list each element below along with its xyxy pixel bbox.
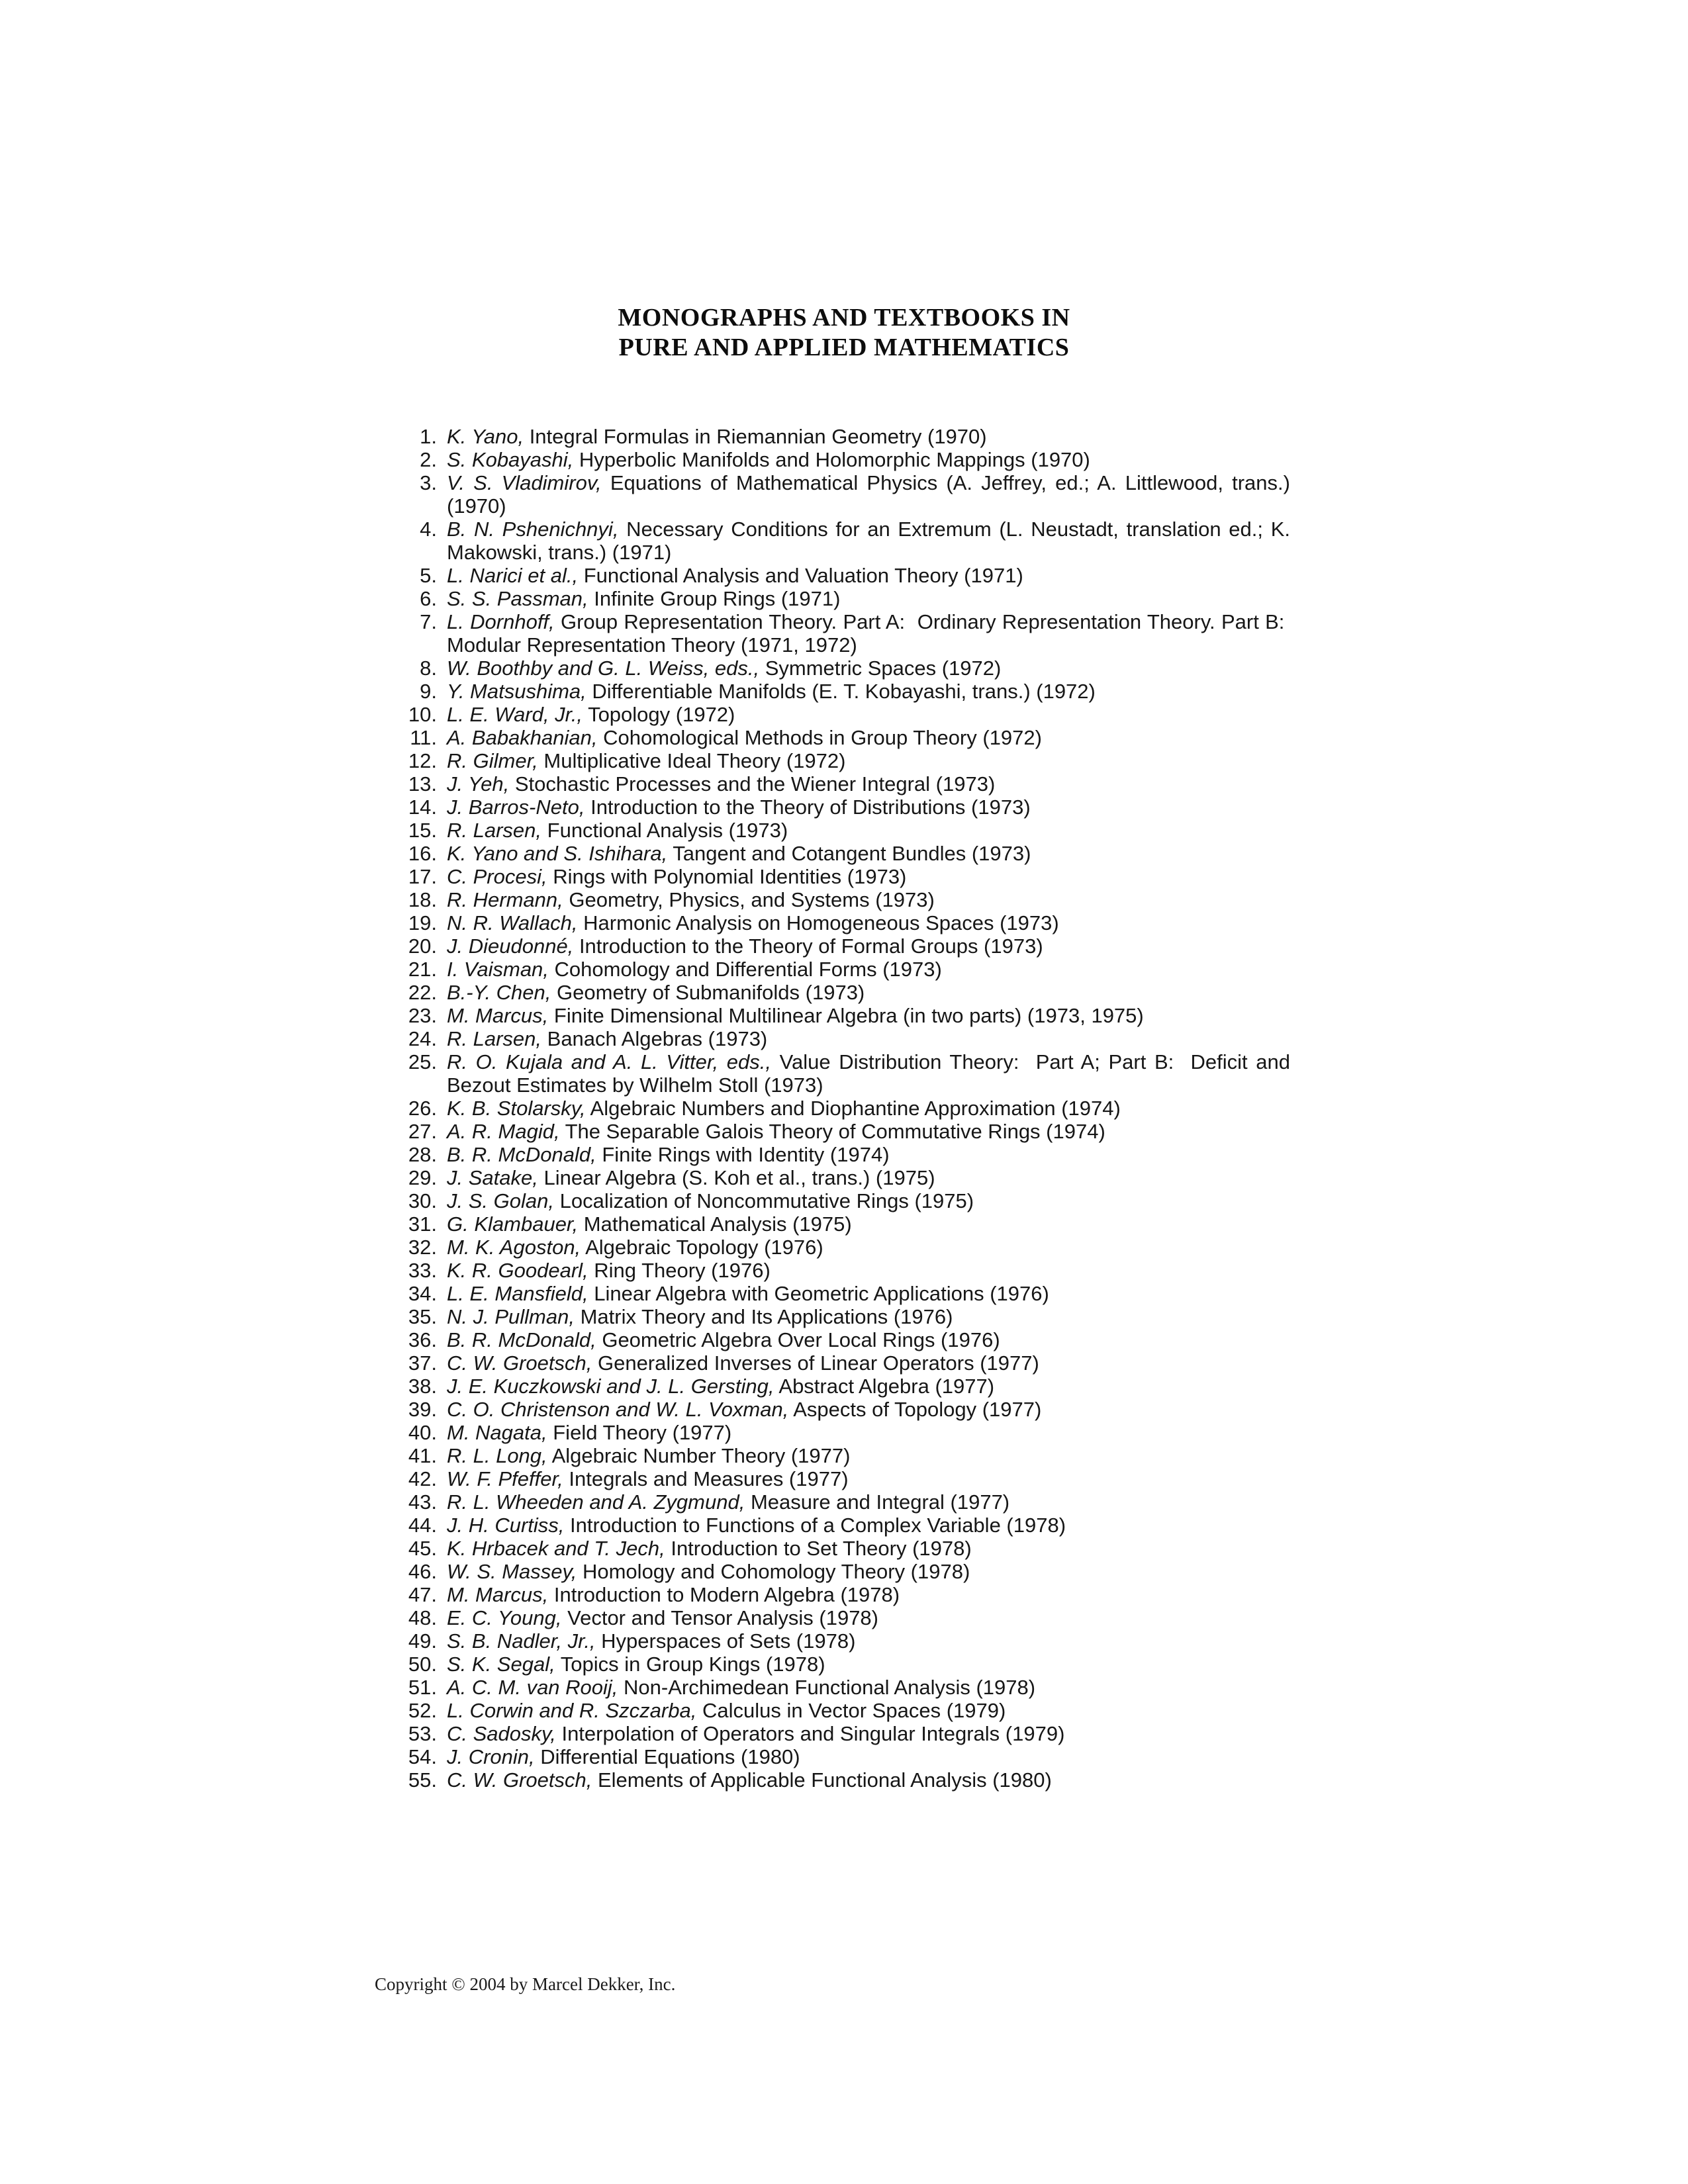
list-item bbox=[400, 471, 1290, 518]
item-entry bbox=[447, 1768, 1290, 1792]
item-title: Vector and Tensor Analysis (1978) bbox=[567, 1606, 878, 1629]
item-entry bbox=[447, 1583, 1290, 1606]
list-item bbox=[400, 1745, 1290, 1768]
item-author: J. H. Curtiss, bbox=[447, 1514, 565, 1537]
item-number: 21. bbox=[408, 958, 437, 981]
item-title: Linear Algebra (S. Koh et al., trans.) (1975) bbox=[543, 1166, 935, 1189]
item-entry bbox=[447, 1050, 1290, 1097]
item-entry bbox=[447, 1467, 1290, 1490]
list-item bbox=[400, 610, 1290, 657]
list-item bbox=[400, 448, 1290, 471]
item-title: Symmetric Spaces (1972) bbox=[765, 657, 1002, 680]
item-author: J. Cronin, bbox=[447, 1745, 535, 1768]
item-title: Interpolation of Operators and Singular Integrals (1979) bbox=[561, 1722, 1065, 1745]
item-entry bbox=[447, 1375, 1290, 1398]
item-entry bbox=[447, 1120, 1290, 1143]
item-entry bbox=[447, 1351, 1290, 1375]
item-entry bbox=[447, 1305, 1290, 1328]
list-item bbox=[400, 726, 1290, 749]
item-number: 17. bbox=[408, 865, 437, 888]
item-author: B.-Y. Chen, bbox=[447, 981, 551, 1004]
item-title: Topology (1972) bbox=[588, 703, 735, 726]
list-item bbox=[400, 1606, 1290, 1629]
item-number: 25. bbox=[408, 1050, 437, 1073]
item-number: 4. bbox=[420, 518, 437, 541]
item-author: M. Nagata, bbox=[447, 1421, 547, 1444]
list-item bbox=[400, 749, 1290, 772]
item-number: 37. bbox=[408, 1351, 437, 1375]
item-number: 11. bbox=[410, 726, 437, 749]
list-item bbox=[400, 1120, 1290, 1143]
item-author: J. S. Golan, bbox=[447, 1189, 554, 1212]
list-item bbox=[400, 1421, 1290, 1444]
item-number: 49. bbox=[408, 1629, 437, 1653]
item-number: 52. bbox=[408, 1699, 437, 1722]
item-number: 2. bbox=[420, 448, 437, 471]
list-item bbox=[400, 657, 1290, 680]
item-number: 5. bbox=[420, 564, 437, 587]
item-entry bbox=[447, 1676, 1290, 1699]
list-item bbox=[400, 1282, 1290, 1305]
list-item bbox=[400, 1189, 1290, 1212]
list-item bbox=[400, 1676, 1290, 1699]
list-item bbox=[400, 1653, 1290, 1676]
item-author: S. B. Nadler, Jr., bbox=[447, 1629, 596, 1653]
item-entry bbox=[447, 749, 1290, 772]
item-entry bbox=[447, 1027, 1290, 1050]
item-author: W. S. Massey, bbox=[447, 1560, 577, 1583]
list-item bbox=[400, 564, 1290, 587]
item-entry bbox=[447, 1282, 1290, 1305]
item-author: R. Gilmer, bbox=[447, 749, 538, 772]
list-item bbox=[400, 1143, 1290, 1166]
item-number: 14. bbox=[408, 796, 437, 819]
item-title: Functional Analysis and Valuation Theory (1971) bbox=[583, 564, 1023, 587]
item-title: Finite Rings with Identity (1974) bbox=[602, 1143, 890, 1166]
item-author: A. R. Magid, bbox=[447, 1120, 560, 1143]
item-author: W. Boothby and G. L. Weiss, eds., bbox=[447, 657, 760, 680]
item-author: C. W. Groetsch, bbox=[447, 1768, 592, 1792]
item-entry bbox=[447, 981, 1290, 1004]
item-author: C. Sadosky, bbox=[447, 1722, 556, 1745]
item-author: A. Babakhanian, bbox=[447, 726, 598, 749]
item-number: 29. bbox=[408, 1166, 437, 1189]
item-entry bbox=[447, 1537, 1290, 1560]
item-number: 9. bbox=[420, 680, 437, 703]
list-item bbox=[400, 819, 1290, 842]
item-number: 50. bbox=[408, 1653, 437, 1676]
item-title: The Separable Galois Theory of Commutative Rings (1974) bbox=[565, 1120, 1105, 1143]
item-title: Multiplicative Ideal Theory (1972) bbox=[543, 749, 846, 772]
list-item bbox=[400, 1212, 1290, 1236]
item-entry bbox=[447, 1514, 1290, 1537]
item-entry bbox=[447, 610, 1290, 657]
item-author: L. Narici et al., bbox=[447, 564, 579, 587]
item-number: 39. bbox=[408, 1398, 437, 1421]
item-entry bbox=[447, 1328, 1290, 1351]
item-title: Cohomological Methods in Group Theory (1972) bbox=[603, 726, 1042, 749]
item-author: L. E. Ward, Jr., bbox=[447, 703, 583, 726]
list-item bbox=[400, 587, 1290, 610]
list-item bbox=[400, 888, 1290, 911]
item-entry bbox=[447, 865, 1290, 888]
series-title-line2: PURE AND APPLIED MATHEMATICS bbox=[618, 334, 1070, 361]
series-title bbox=[0, 303, 1688, 363]
item-number: 12. bbox=[408, 749, 437, 772]
list-item bbox=[400, 934, 1290, 958]
item-entry bbox=[447, 564, 1290, 587]
item-number: 46. bbox=[408, 1560, 437, 1583]
item-number: 33. bbox=[408, 1259, 437, 1282]
item-author: J. Dieudonné, bbox=[447, 934, 574, 958]
item-title: Stochastic Processes and the Wiener Integral (1973) bbox=[514, 772, 996, 796]
item-title: Finite Dimensional Multilinear Algebra (in two parts) (1973, 1975) bbox=[553, 1004, 1144, 1027]
item-number: 26. bbox=[408, 1097, 437, 1120]
list-item bbox=[400, 1236, 1290, 1259]
item-title: Infinite Group Rings (1971) bbox=[594, 587, 841, 610]
book-list bbox=[400, 425, 1290, 1792]
item-title: Localization of Noncommutative Rings (1975) bbox=[559, 1189, 974, 1212]
list-item bbox=[400, 1514, 1290, 1537]
list-item bbox=[400, 796, 1290, 819]
item-entry bbox=[447, 518, 1290, 564]
item-title: Homology and Cohomology Theory (1978) bbox=[582, 1560, 970, 1583]
list-item bbox=[400, 1050, 1290, 1097]
item-entry bbox=[447, 1004, 1290, 1027]
item-author: M. Marcus, bbox=[447, 1004, 549, 1027]
item-number: 55. bbox=[408, 1768, 437, 1792]
item-title: Hyperspaces of Sets (1978) bbox=[601, 1629, 856, 1653]
item-title: Necessary Conditions for an Extremum (L. Neustadt, translation ed.; K. Makowski, trans.) (1971) bbox=[447, 518, 1290, 564]
item-number: 54. bbox=[408, 1745, 437, 1768]
item-author: K. R. Goodearl, bbox=[447, 1259, 588, 1282]
item-number: 3. bbox=[420, 471, 437, 494]
item-number: 35. bbox=[408, 1305, 437, 1328]
item-author: R. L. Wheeden and A. Zygmund, bbox=[447, 1490, 745, 1514]
list-item bbox=[400, 1560, 1290, 1583]
item-author: L. Corwin and R. Szczarba, bbox=[447, 1699, 697, 1722]
item-entry bbox=[447, 587, 1290, 610]
item-number: 6. bbox=[420, 587, 437, 610]
item-title: Differential Equations (1980) bbox=[540, 1745, 800, 1768]
item-author: W. F. Pfeffer, bbox=[447, 1467, 563, 1490]
item-author: J. Satake, bbox=[447, 1166, 538, 1189]
item-number: 53. bbox=[408, 1722, 437, 1745]
item-entry bbox=[447, 1653, 1290, 1676]
list-item bbox=[400, 1583, 1290, 1606]
item-entry bbox=[447, 1699, 1290, 1722]
item-author: M. Marcus, bbox=[447, 1583, 549, 1606]
item-title: Calculus in Vector Spaces (1979) bbox=[702, 1699, 1006, 1722]
item-number: 42. bbox=[408, 1467, 437, 1490]
list-item bbox=[400, 958, 1290, 981]
list-item bbox=[400, 1097, 1290, 1120]
item-entry bbox=[447, 888, 1290, 911]
item-title: Differentiable Manifolds (E. T. Kobayashi, trans.) (1972) bbox=[592, 680, 1096, 703]
item-title: Introduction to Functions of a Complex Variable (1978) bbox=[570, 1514, 1066, 1537]
item-title: Geometry, Physics, and Systems (1973) bbox=[569, 888, 935, 911]
item-entry bbox=[447, 680, 1290, 703]
item-number: 36. bbox=[408, 1328, 437, 1351]
item-entry bbox=[447, 796, 1290, 819]
item-author: A. C. M. van Rooij, bbox=[447, 1676, 618, 1699]
list-item bbox=[400, 981, 1290, 1004]
item-author: K. Yano and S. Ishihara, bbox=[447, 842, 668, 865]
item-number: 8. bbox=[420, 657, 437, 680]
item-number: 18. bbox=[408, 888, 437, 911]
item-number: 10. bbox=[408, 703, 437, 726]
item-entry bbox=[447, 1212, 1290, 1236]
item-title: Topics in Group Kings (1978) bbox=[560, 1653, 825, 1676]
item-title: Introduction to the Theory of Formal Groups (1973) bbox=[579, 934, 1043, 958]
item-number: 22. bbox=[408, 981, 437, 1004]
list-item bbox=[400, 1305, 1290, 1328]
item-author: B. N. Pshenichnyi, bbox=[447, 518, 619, 541]
list-item bbox=[400, 1166, 1290, 1189]
item-title: Geometric Algebra Over Local Rings (1976) bbox=[602, 1328, 1000, 1351]
item-author: R. O. Kujala and A. L. Vitter, eds., bbox=[447, 1050, 771, 1073]
item-title: Matrix Theory and Its Applications (1976) bbox=[580, 1305, 953, 1328]
item-number: 31. bbox=[408, 1212, 437, 1236]
item-number: 15. bbox=[408, 819, 437, 842]
item-author: N. R. Wallach, bbox=[447, 911, 578, 934]
item-title: Group Representation Theory. Part A: Ordinary Representation Theory. Part B: Modular Representation Theory (1971, 1972) bbox=[447, 610, 1290, 657]
item-number: 20. bbox=[408, 934, 437, 958]
list-item bbox=[400, 680, 1290, 703]
item-author: I. Vaisman, bbox=[447, 958, 549, 981]
item-number: 41. bbox=[408, 1444, 437, 1467]
item-entry bbox=[447, 1189, 1290, 1212]
item-entry bbox=[447, 1398, 1290, 1421]
item-title: Introduction to Modern Algebra (1978) bbox=[553, 1583, 900, 1606]
item-author: N. J. Pullman, bbox=[447, 1305, 575, 1328]
item-title: Introduction to the Theory of Distributions (1973) bbox=[590, 796, 1031, 819]
item-number: 43. bbox=[408, 1490, 437, 1514]
list-item bbox=[400, 1351, 1290, 1375]
item-author: R. L. Long, bbox=[447, 1444, 547, 1467]
item-number: 7. bbox=[420, 610, 437, 633]
list-item bbox=[400, 1629, 1290, 1653]
item-author: M. K. Agoston, bbox=[447, 1236, 581, 1259]
item-author: V. S. Vladimirov, bbox=[447, 471, 602, 494]
item-author: B. R. McDonald, bbox=[447, 1143, 596, 1166]
item-entry bbox=[447, 958, 1290, 981]
item-author: R. Larsen, bbox=[447, 819, 542, 842]
item-title: Generalized Inverses of Linear Operators (1977) bbox=[597, 1351, 1039, 1375]
item-title: Ring Theory (1976) bbox=[594, 1259, 771, 1282]
item-author: S. K. Segal, bbox=[447, 1653, 555, 1676]
item-number: 28. bbox=[408, 1143, 437, 1166]
item-author: K. Hrbacek and T. Jech, bbox=[447, 1537, 665, 1560]
item-title: Algebraic Number Theory (1977) bbox=[551, 1444, 851, 1467]
list-item bbox=[400, 1375, 1290, 1398]
item-number: 40. bbox=[408, 1421, 437, 1444]
item-author: L. Dornhoff, bbox=[447, 610, 555, 633]
list-item bbox=[400, 1722, 1290, 1745]
item-number: 13. bbox=[408, 772, 437, 796]
item-author: J. Barros-Neto, bbox=[447, 796, 585, 819]
list-item bbox=[400, 865, 1290, 888]
item-number: 27. bbox=[408, 1120, 437, 1143]
item-number: 24. bbox=[408, 1027, 437, 1050]
item-title: Algebraic Numbers and Diophantine Approximation (1974) bbox=[590, 1097, 1121, 1120]
item-author: E. C. Young, bbox=[447, 1606, 562, 1629]
list-item bbox=[400, 1699, 1290, 1722]
item-entry bbox=[447, 1259, 1290, 1282]
item-title: Measure and Integral (1977) bbox=[750, 1490, 1010, 1514]
item-entry bbox=[447, 1143, 1290, 1166]
item-entry bbox=[447, 1606, 1290, 1629]
item-author: K. B. Stolarsky, bbox=[447, 1097, 586, 1120]
item-number: 48. bbox=[408, 1606, 437, 1629]
series-title-line1: MONOGRAPHS AND TEXTBOOKS IN bbox=[618, 304, 1070, 332]
item-title: Integral Formulas in Riemannian Geometry (1970) bbox=[529, 425, 987, 448]
item-title: Banach Algebras (1973) bbox=[547, 1027, 768, 1050]
item-entry bbox=[447, 934, 1290, 958]
item-entry bbox=[447, 1421, 1290, 1444]
item-author: J. Yeh, bbox=[447, 772, 510, 796]
item-title: Geometry of Submanifolds (1973) bbox=[557, 981, 865, 1004]
item-author: S. S. Passman, bbox=[447, 587, 588, 610]
item-author: L. E. Mansfield, bbox=[447, 1282, 588, 1305]
item-title: Integrals and Measures (1977) bbox=[569, 1467, 849, 1490]
item-author: R. Hermann, bbox=[447, 888, 563, 911]
item-title: Algebraic Topology (1976) bbox=[585, 1236, 823, 1259]
item-title: Equations of Mathematical Physics (A. Jeffrey, ed.; A. Littlewood, trans.) (1970) bbox=[447, 471, 1290, 518]
item-title: Elements of Applicable Functional Analysis (1980) bbox=[597, 1768, 1052, 1792]
item-author: J. E. Kuczkowski and J. L. Gersting, bbox=[447, 1375, 774, 1398]
item-number: 16. bbox=[408, 842, 437, 865]
item-entry bbox=[447, 1722, 1290, 1745]
item-entry bbox=[447, 1490, 1290, 1514]
list-item bbox=[400, 518, 1290, 564]
list-item bbox=[400, 1027, 1290, 1050]
item-number: 47. bbox=[408, 1583, 437, 1606]
item-number: 38. bbox=[408, 1375, 437, 1398]
item-number: 44. bbox=[408, 1514, 437, 1537]
item-author: K. Yano, bbox=[447, 425, 524, 448]
item-entry bbox=[447, 819, 1290, 842]
list-item bbox=[400, 1467, 1290, 1490]
item-entry bbox=[447, 726, 1290, 749]
item-number: 34. bbox=[408, 1282, 437, 1305]
item-entry bbox=[447, 1560, 1290, 1583]
item-number: 51. bbox=[408, 1676, 437, 1699]
item-title: Tangent and Cotangent Bundles (1973) bbox=[673, 842, 1031, 865]
item-author: C. O. Christenson and W. L. Voxman, bbox=[447, 1398, 789, 1421]
item-title: Rings with Polynomial Identities (1973) bbox=[553, 865, 907, 888]
list-item bbox=[400, 1004, 1290, 1027]
list-item bbox=[400, 1259, 1290, 1282]
item-title: Harmonic Analysis on Homogeneous Spaces (1973) bbox=[583, 911, 1059, 934]
item-title: Aspects of Topology (1977) bbox=[793, 1398, 1042, 1421]
list-item bbox=[400, 1444, 1290, 1467]
item-title: Field Theory (1977) bbox=[553, 1421, 732, 1444]
list-item bbox=[400, 911, 1290, 934]
item-entry bbox=[447, 842, 1290, 865]
item-author: B. R. McDonald, bbox=[447, 1328, 596, 1351]
item-entry bbox=[447, 1097, 1290, 1120]
item-entry bbox=[447, 471, 1290, 518]
item-author: C. W. Groetsch, bbox=[447, 1351, 592, 1375]
item-number: 30. bbox=[408, 1189, 437, 1212]
item-number: 23. bbox=[408, 1004, 437, 1027]
item-title: Non-Archimedean Functional Analysis (1978) bbox=[624, 1676, 1036, 1699]
list-item bbox=[400, 703, 1290, 726]
item-entry bbox=[447, 1444, 1290, 1467]
item-title: Linear Algebra with Geometric Applications (1976) bbox=[594, 1282, 1049, 1305]
item-title: Mathematical Analysis (1975) bbox=[583, 1212, 852, 1236]
list-item bbox=[400, 1328, 1290, 1351]
item-entry bbox=[447, 1236, 1290, 1259]
item-number: 1. bbox=[420, 425, 437, 448]
item-entry bbox=[447, 1629, 1290, 1653]
list-item bbox=[400, 772, 1290, 796]
item-author: Y. Matsushima, bbox=[447, 680, 586, 703]
list-item bbox=[400, 1768, 1290, 1792]
item-number: 19. bbox=[408, 911, 437, 934]
item-author: C. Procesi, bbox=[447, 865, 547, 888]
item-title: Hyperbolic Manifolds and Holomorphic Mappings (1970) bbox=[579, 448, 1090, 471]
item-entry bbox=[447, 911, 1290, 934]
item-number: 45. bbox=[408, 1537, 437, 1560]
copyright-notice: Copyright © 2004 by Marcel Dekker, Inc. bbox=[375, 1974, 676, 1994]
list-item bbox=[400, 1537, 1290, 1560]
item-title: Functional Analysis (1973) bbox=[547, 819, 788, 842]
item-author: G. Klambauer, bbox=[447, 1212, 579, 1236]
item-author: R. Larsen, bbox=[447, 1027, 542, 1050]
item-entry bbox=[447, 1745, 1290, 1768]
item-entry bbox=[447, 772, 1290, 796]
item-title: Value Distribution Theory: Part A; Part B: Deficit and Bezout Estimates by Wilhelm Stoll (1973) bbox=[447, 1050, 1290, 1097]
list-item bbox=[400, 1490, 1290, 1514]
item-entry bbox=[447, 448, 1290, 471]
item-entry bbox=[447, 657, 1290, 680]
item-author: S. Kobayashi, bbox=[447, 448, 574, 471]
item-entry bbox=[447, 703, 1290, 726]
item-entry bbox=[447, 425, 1290, 448]
item-title: Cohomology and Differential Forms (1973) bbox=[554, 958, 942, 981]
item-number: 32. bbox=[408, 1236, 437, 1259]
item-entry bbox=[447, 1166, 1290, 1189]
list-item bbox=[400, 842, 1290, 865]
list-item bbox=[400, 425, 1290, 448]
item-title: Introduction to Set Theory (1978) bbox=[671, 1537, 972, 1560]
item-title: Abstract Algebra (1977) bbox=[778, 1375, 995, 1398]
list-item bbox=[400, 1398, 1290, 1421]
